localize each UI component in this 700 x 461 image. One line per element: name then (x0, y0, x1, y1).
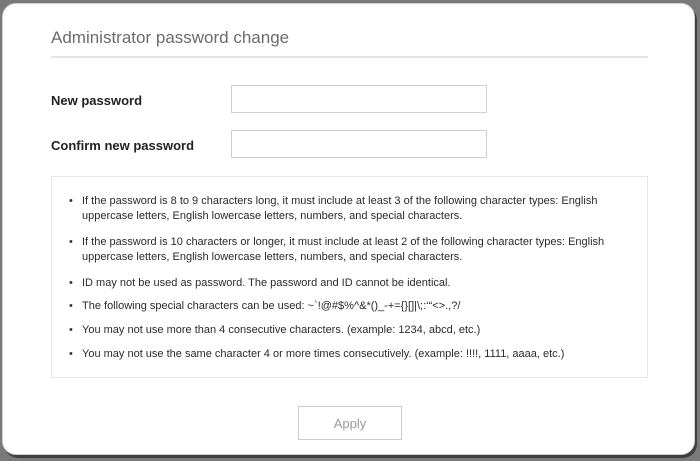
rule-item: • ID may not be used as password. The password and ID cannot be identical. (82, 276, 627, 291)
rule-item: • If the password is 8 to 9 characters long, it must include at least 3 of the following character types: English uppercase letters, English lowercase letters, numbers, and special characters. (82, 194, 627, 224)
rule-item: • If the password is 10 characters or longer, it must include at least 2 of the following character types: English uppercase letters, English lowercase letters, numbers, and special characters. (82, 235, 627, 265)
confirm-password-label: Confirm new password (51, 138, 195, 153)
confirm-password-input[interactable] (231, 130, 487, 158)
rule-item: • The following special characters can be used: ~`!@#$%^&*()_-+={}[]|\;:‘“<>.,?/ (82, 299, 627, 314)
dialog-title: Administrator password change (51, 28, 290, 47)
title-divider (51, 56, 648, 58)
password-change-dialog (2, 3, 695, 455)
new-password-input[interactable] (231, 85, 487, 113)
password-rules-box (51, 176, 648, 378)
apply-button[interactable]: Apply (298, 406, 402, 440)
rule-item: • You may not use the same character 4 or more times consecutively. (example: !!!!, 1111, aaaa, etc.) (82, 347, 627, 362)
new-password-label: New password (51, 93, 143, 108)
rule-item: • You may not use more than 4 consecutive characters. (example: 1234, abcd, etc.) (82, 323, 627, 338)
